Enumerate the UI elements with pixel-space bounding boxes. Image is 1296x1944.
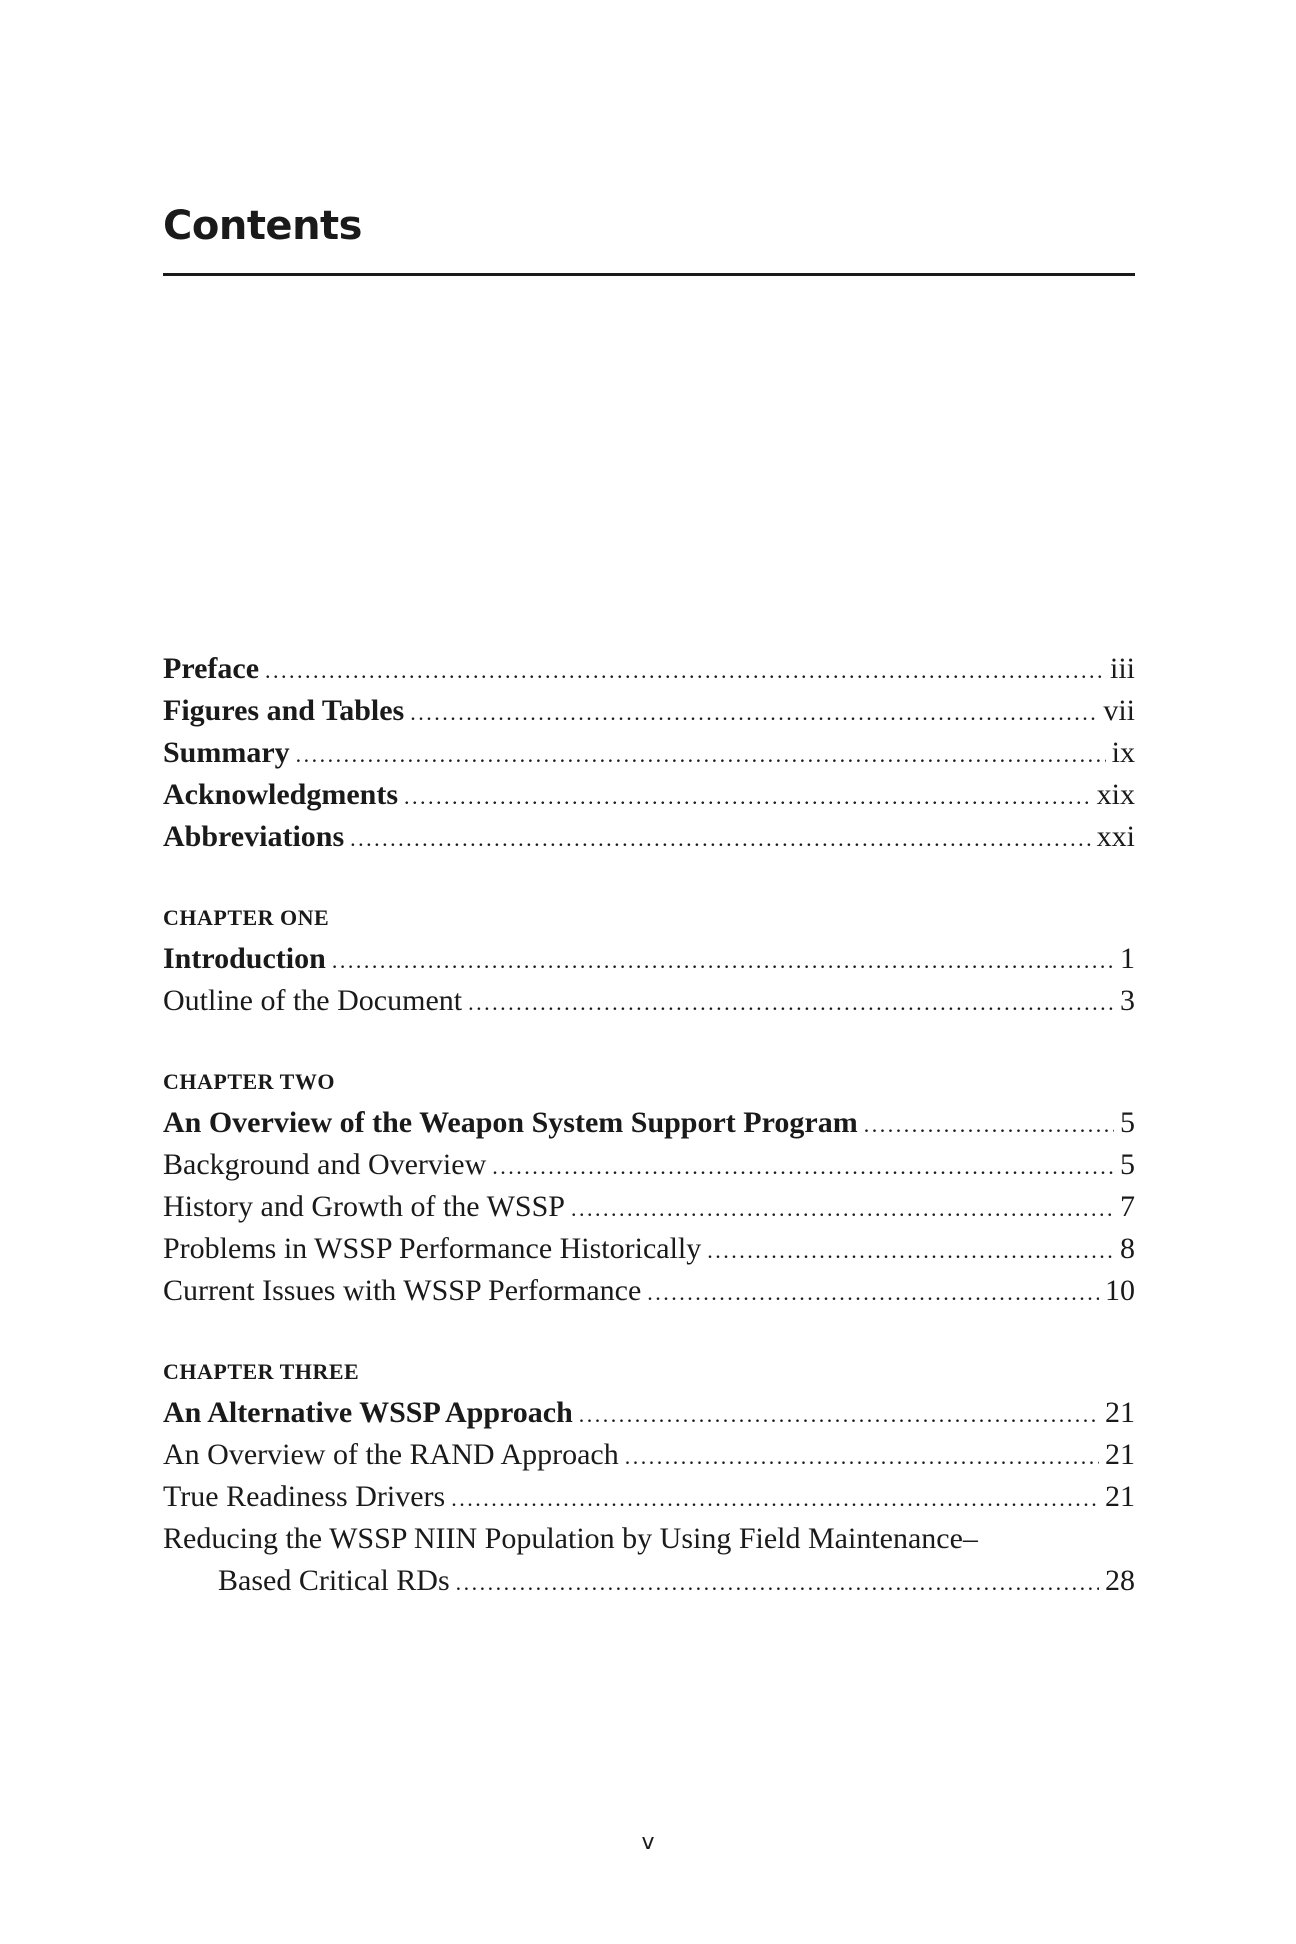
dot-leader (451, 1478, 1099, 1520)
dot-leader (265, 650, 1104, 692)
toc-page-number: 28 (1105, 1564, 1135, 1597)
toc-entry-title: Background and Overview (163, 1148, 487, 1181)
chapter-label: CHAPTER ONE (163, 905, 330, 930)
page-number-footer: v (641, 1830, 655, 1855)
toc-page-number: xxi (1096, 820, 1135, 853)
toc-entry-acknowledgments[interactable] (163, 774, 1135, 816)
toc-page-number: 10 (1105, 1274, 1135, 1307)
dot-leader (647, 1272, 1099, 1314)
chapter-label: CHAPTER THREE (163, 1359, 360, 1384)
toc-entry-section[interactable] (163, 1144, 1135, 1186)
dot-leader (864, 1104, 1114, 1146)
dot-leader (404, 776, 1091, 818)
page-title: Contents (163, 203, 362, 249)
dot-leader (707, 1230, 1114, 1272)
dot-leader (625, 1436, 1099, 1478)
toc-page-number: vii (1103, 694, 1135, 727)
toc-page-number: ix (1111, 736, 1135, 769)
toc-page-number: 5 (1120, 1106, 1135, 1139)
dot-leader (492, 1146, 1114, 1188)
toc-page-number: 21 (1105, 1396, 1135, 1429)
toc-page-number: 5 (1120, 1148, 1135, 1181)
toc-page-number: 21 (1105, 1438, 1135, 1471)
toc-entry-title-line1[interactable]: Reducing the WSSP NIIN Population by Using Field Maintenance– (163, 1522, 978, 1555)
toc-page-number: xix (1096, 778, 1135, 811)
toc-entry-chapter-title[interactable] (163, 1392, 1135, 1434)
toc-entry-title: An Overview of the Weapon System Support Program (163, 1106, 858, 1139)
toc-page-number: 8 (1120, 1232, 1135, 1265)
dot-leader (296, 734, 1106, 776)
toc-entry-section[interactable] (163, 980, 1135, 1022)
toc-entry-title: History and Growth of the WSSP (163, 1190, 565, 1223)
toc-page-number: 7 (1120, 1190, 1135, 1223)
toc-entry-section[interactable] (163, 1434, 1135, 1476)
toc-entry-title: Acknowledgments (163, 778, 399, 811)
toc-entry-title: Figures and Tables (163, 694, 405, 727)
table-of-contents (163, 648, 1135, 1602)
dot-leader (332, 940, 1114, 982)
title-rule (163, 273, 1135, 276)
toc-entry-title: An Alternative WSSP Approach (163, 1396, 573, 1429)
toc-entry-summary[interactable] (163, 732, 1135, 774)
toc-entry-section[interactable] (163, 1560, 1135, 1602)
toc-entry-figures-and-tables[interactable] (163, 690, 1135, 732)
toc-page-number: 21 (1105, 1480, 1135, 1513)
toc-entry-chapter-title[interactable] (163, 938, 1135, 980)
dot-leader (579, 1394, 1099, 1436)
toc-entry-section[interactable] (163, 1228, 1135, 1270)
dot-leader (410, 692, 1097, 734)
toc-entry-title: Abbreviations (163, 820, 345, 853)
chapter-label: CHAPTER TWO (163, 1069, 335, 1094)
toc-page-number: 1 (1120, 942, 1135, 975)
toc-entry-title: Current Issues with WSSP Performance (163, 1274, 642, 1307)
toc-entry-title: Problems in WSSP Performance Historically (163, 1232, 702, 1265)
dot-leader (456, 1562, 1099, 1604)
toc-entry-section[interactable] (163, 1476, 1135, 1518)
toc-entry-preface[interactable] (163, 648, 1135, 690)
toc-entry-title: Summary (163, 736, 290, 769)
toc-entry-section[interactable] (163, 1270, 1135, 1312)
dot-leader (571, 1188, 1114, 1230)
dot-leader (350, 818, 1091, 860)
toc-entry-section[interactable] (163, 1186, 1135, 1228)
toc-entry-title: An Overview of the RAND Approach (163, 1438, 619, 1471)
toc-entry-chapter-title[interactable] (163, 1102, 1135, 1144)
toc-entry-abbreviations[interactable] (163, 816, 1135, 858)
dot-leader (468, 982, 1114, 1024)
toc-page-number: 3 (1120, 984, 1135, 1017)
toc-entry-title-line2: Based Critical RDs (218, 1564, 450, 1597)
toc-page-number: iii (1109, 652, 1135, 685)
toc-entry-title: True Readiness Drivers (163, 1480, 446, 1513)
toc-entry-title: Outline of the Document (163, 984, 463, 1017)
toc-entry-title: Introduction (163, 942, 326, 975)
toc-entry-title: Preface (163, 652, 260, 685)
